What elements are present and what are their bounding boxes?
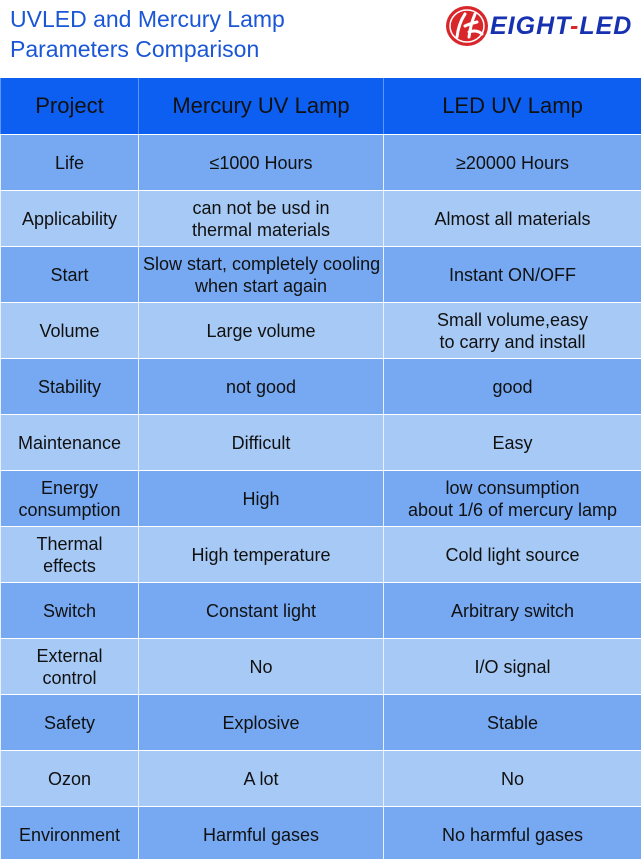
- cell-mercury-text: Slow start, completely cooling: [143, 253, 381, 274]
- cell-led: [384, 695, 641, 751]
- cell-project-text: Applicability: [21, 208, 118, 229]
- cell-mercury-text: A lot: [243, 768, 279, 789]
- table-row: [1, 191, 641, 247]
- cell-led: [384, 807, 641, 859]
- table-row: [1, 359, 641, 415]
- cell-mercury-text: not good: [225, 376, 297, 397]
- cell-mercury: [139, 583, 384, 639]
- table-row: [1, 807, 641, 859]
- cell-mercury-text: High temperature: [191, 544, 331, 565]
- cell-led: [384, 471, 641, 527]
- cell-project: [1, 191, 139, 247]
- cell-mercury: [139, 751, 384, 807]
- cell-project: [1, 359, 139, 415]
- cell-mercury-text: can not be usd in: [192, 197, 330, 218]
- table-row: [1, 471, 641, 527]
- cell-mercury: [139, 135, 384, 191]
- cell-led-text: Almost all materials: [434, 208, 591, 229]
- cell-project: [1, 527, 139, 583]
- cell-led-text: Easy: [492, 432, 533, 453]
- table-row: [1, 527, 641, 583]
- cell-project-text: Thermal: [36, 533, 103, 554]
- cell-led: [384, 751, 641, 807]
- cell-project: [1, 583, 139, 639]
- cell-project-text: Switch: [42, 600, 96, 621]
- table-row: [1, 751, 641, 807]
- column-header-project: Project: [1, 78, 139, 135]
- cell-led-text: Cold light source: [445, 544, 580, 565]
- cell-project: [1, 751, 139, 807]
- cell-led: [384, 415, 641, 471]
- cell-project-text: Volume: [39, 320, 100, 341]
- header: [0, 0, 641, 78]
- cell-project: [1, 471, 139, 527]
- cell-mercury: [139, 527, 384, 583]
- table-row: [1, 583, 641, 639]
- cell-led: [384, 191, 641, 247]
- cell-mercury-text: No: [249, 656, 273, 677]
- cell-led: [384, 639, 641, 695]
- cell-project-text: External: [36, 645, 103, 666]
- cell-mercury-text: thermal materials: [191, 219, 331, 240]
- cell-led-text: Instant ON/OFF: [448, 264, 577, 285]
- table-row: [1, 415, 641, 471]
- table-row: [1, 639, 641, 695]
- cell-project-text: effects: [43, 555, 96, 576]
- cell-led-text: good: [492, 376, 533, 397]
- cell-led: [384, 583, 641, 639]
- table-row: [1, 303, 641, 359]
- cell-project-text: Maintenance: [17, 432, 122, 453]
- table-body: [1, 135, 641, 859]
- cell-mercury: [139, 359, 384, 415]
- cell-led-text: I/O signal: [474, 656, 551, 677]
- cell-mercury-text: Harmful gases: [202, 824, 320, 845]
- cell-project: [1, 807, 139, 859]
- cell-project: [1, 303, 139, 359]
- brand-logo-text: EIGHT-LED: [490, 12, 633, 40]
- cell-led-text: Small volume,easy: [436, 309, 589, 330]
- table-row: [1, 247, 641, 303]
- cell-project-text: consumption: [18, 499, 121, 520]
- cell-mercury: [139, 303, 384, 359]
- cell-mercury-text: Difficult: [231, 432, 291, 453]
- cell-project: [1, 695, 139, 751]
- page-title-line-2: Parameters Comparison: [10, 36, 260, 62]
- column-header-mercury: Mercury UV Lamp: [139, 78, 384, 135]
- cell-project-text: control: [42, 667, 97, 688]
- cell-mercury-text: ≤1000 Hours: [209, 152, 313, 173]
- cell-led-text: to carry and install: [439, 331, 586, 352]
- cell-led-text: No harmful gases: [441, 824, 584, 845]
- cell-project: [1, 639, 139, 695]
- cell-project-text: Energy: [40, 477, 99, 498]
- cell-project: [1, 135, 139, 191]
- cell-mercury-text: High: [242, 488, 280, 509]
- cell-led-text: ≥20000 Hours: [456, 152, 569, 173]
- column-header-led: LED UV Lamp: [384, 78, 641, 135]
- cell-led: [384, 359, 641, 415]
- cell-mercury: [139, 471, 384, 527]
- cell-mercury: [139, 247, 384, 303]
- comparison-table: [0, 78, 641, 859]
- cell-led-text: low consumption: [445, 477, 580, 498]
- page-title: [10, 4, 285, 64]
- cell-project-text: Environment: [18, 824, 121, 845]
- cell-mercury: [139, 639, 384, 695]
- cell-led-text: No: [500, 768, 524, 789]
- cell-led: [384, 527, 641, 583]
- cell-project-text: Start: [50, 264, 89, 285]
- cell-project: [1, 247, 139, 303]
- cell-mercury: [139, 415, 384, 471]
- page-title-line-1: UVLED and Mercury Lamp: [10, 6, 285, 32]
- cell-mercury-text: Explosive: [222, 712, 300, 733]
- cell-led: [384, 247, 641, 303]
- table-row: [1, 695, 641, 751]
- table-header-row: [1, 78, 641, 135]
- cell-project-text: Safety: [43, 712, 96, 733]
- cell-mercury: [139, 695, 384, 751]
- table-row: [1, 135, 641, 191]
- cell-project: [1, 415, 139, 471]
- cell-project-text: Stability: [37, 376, 102, 397]
- cell-led-text: about 1/6 of mercury lamp: [407, 499, 618, 520]
- cell-mercury: [139, 807, 384, 859]
- cell-led: [384, 303, 641, 359]
- cell-led: [384, 135, 641, 191]
- cell-mercury-text: Large volume: [206, 320, 316, 341]
- cell-mercury-text: when start again: [194, 275, 328, 296]
- cell-mercury: [139, 191, 384, 247]
- cell-project-text: Ozon: [47, 768, 92, 789]
- cell-project-text: Life: [54, 152, 85, 173]
- cell-led-text: Stable: [486, 712, 539, 733]
- cell-led-text: Arbitrary switch: [450, 600, 575, 621]
- he-monogram-emblem-icon: [444, 4, 490, 48]
- brand-logo: [444, 4, 638, 48]
- cell-mercury-text: Constant light: [205, 600, 317, 621]
